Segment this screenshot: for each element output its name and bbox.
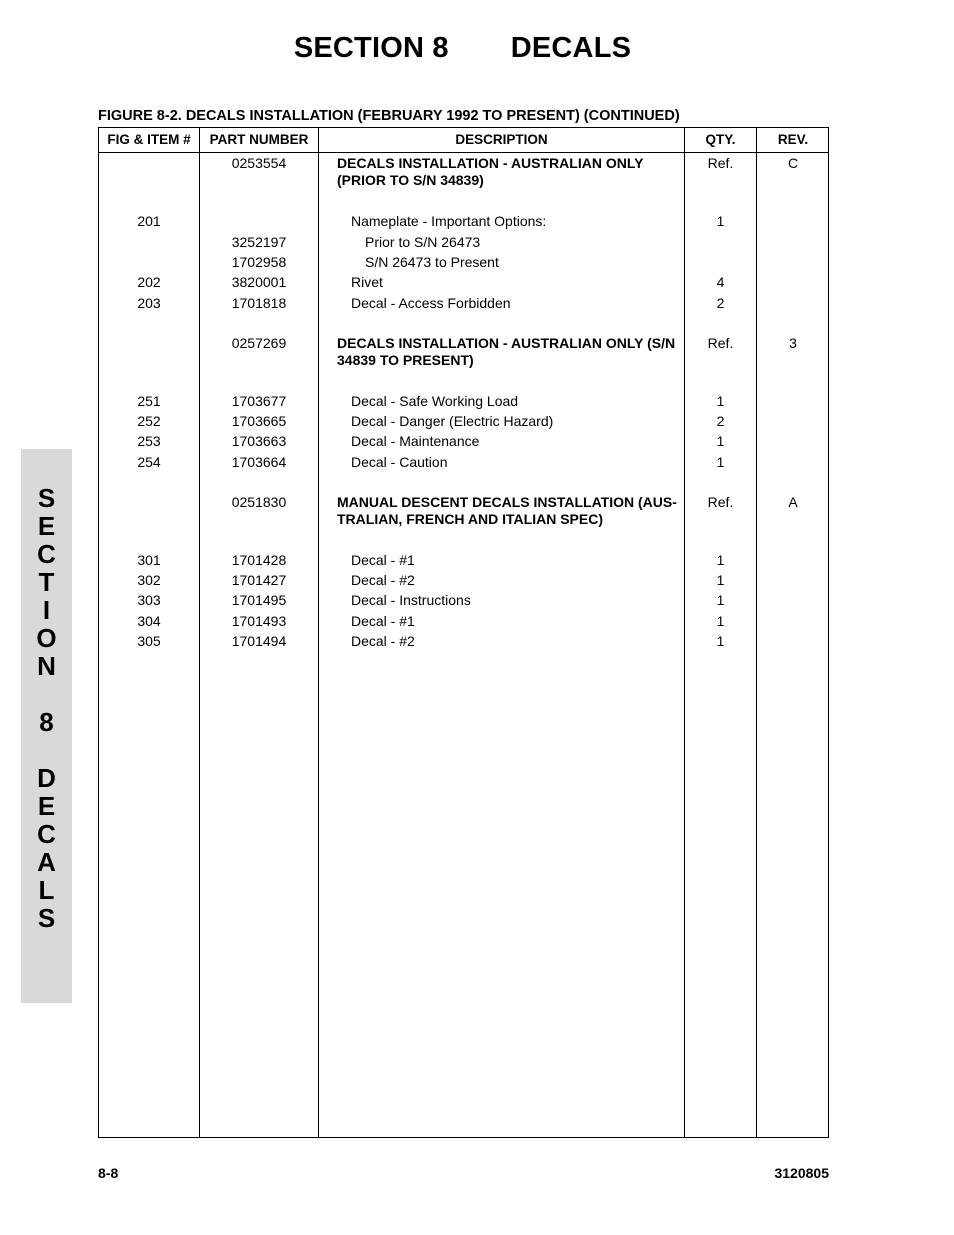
column-divider — [318, 128, 319, 1137]
header-rev: REV. — [777, 132, 809, 147]
qty-cell: 1 — [716, 613, 725, 629]
fig-item-cell: 301 — [137, 552, 161, 568]
part-number-cell: 1701493 — [231, 613, 287, 629]
section-number: SECTION 8 — [293, 32, 449, 64]
part-number-cell: 1701494 — [231, 633, 287, 649]
side-tab-letter: E — [37, 791, 56, 821]
side-tab-letter: L — [38, 875, 55, 905]
fig-item-cell: 302 — [137, 572, 161, 588]
side-tab-letter: S — [37, 903, 56, 933]
fig-item-cell: 252 — [137, 413, 161, 429]
fig-item-cell: 202 — [137, 274, 161, 290]
description-cell: Decal - Danger (Electric Hazard) — [351, 413, 554, 429]
side-tab-letter: C — [37, 539, 56, 569]
description-cell: Decal - #1 — [351, 613, 415, 629]
header-qty: QTY. — [705, 132, 736, 147]
document-number: 3120805 — [774, 1165, 829, 1181]
header-fig-item: FIG & ITEM # — [107, 132, 191, 147]
description-cell: Decal - #1 — [351, 552, 415, 568]
side-tab-letter: S — [37, 483, 56, 513]
description-cell: DECALS INSTALLATION - AUSTRALIAN ONLY (PRIOR TO S/N 34839) — [337, 155, 644, 188]
fig-item-cell: 304 — [137, 613, 161, 629]
description-cell: Nameplate - Important Options: — [351, 213, 547, 229]
qty-cell: 2 — [716, 295, 725, 311]
fig-item-cell: 201 — [137, 213, 161, 229]
qty-cell: 1 — [716, 454, 725, 470]
side-tab-letter: T — [38, 567, 55, 597]
part-number-cell: 1703663 — [231, 433, 287, 449]
rev-cell: 3 — [789, 335, 797, 351]
section-name: DECALS — [510, 32, 632, 64]
part-number-cell: 1703677 — [231, 393, 287, 409]
description-cell: Decal - Caution — [351, 454, 448, 470]
description-cell: Decal - Maintenance — [351, 433, 480, 449]
qty-cell: 2 — [716, 413, 725, 429]
fig-item-cell: 253 — [137, 433, 161, 449]
qty-cell: 1 — [716, 633, 725, 649]
qty-cell: Ref. — [707, 155, 734, 171]
description-cell: Decal - Instructions — [351, 592, 471, 608]
description-cell: Prior to S/N 26473 — [365, 234, 481, 250]
rev-cell: A — [788, 494, 798, 510]
qty-cell: 1 — [716, 393, 725, 409]
part-number-cell: 1702958 — [231, 254, 287, 270]
page-number: 8-8 — [98, 1165, 119, 1181]
description-cell: S/N 26473 to Present — [365, 254, 499, 270]
description-cell: Rivet — [351, 274, 383, 290]
column-divider — [756, 128, 757, 1137]
description-cell: MANUAL DESCENT DECALS INSTALLATION (AUS-TRALIAN, FRENCH AND ITALIAN SPEC) — [337, 494, 677, 527]
page-title — [0, 32, 925, 65]
part-number-cell: 1703664 — [231, 454, 287, 470]
qty-cell: 1 — [716, 433, 725, 449]
section-side-tab — [21, 449, 72, 1003]
description-cell: Decal - Safe Working Load — [351, 393, 519, 409]
part-number-cell: 1703665 — [231, 413, 287, 429]
qty-cell: 1 — [716, 592, 725, 608]
header-description: DESCRIPTION — [455, 132, 548, 147]
part-number-cell: 0253554 — [231, 155, 287, 171]
side-tab-letter: E — [37, 511, 56, 541]
figure-title: FIGURE 8-2. DECALS INSTALLATION (FEBRUARY 1992 TO PRESENT) (CONTINUED) — [98, 108, 680, 124]
qty-cell: 1 — [716, 213, 725, 229]
side-tab-letter: C — [37, 819, 56, 849]
fig-item-cell: 305 — [137, 633, 161, 649]
description-cell: Decal - Access Forbidden — [351, 295, 511, 311]
fig-item-cell: 254 — [137, 454, 161, 470]
fig-item-cell: 303 — [137, 592, 161, 608]
qty-cell: 1 — [716, 552, 725, 568]
part-number-cell: 1701428 — [231, 552, 287, 568]
part-number-cell: 3252197 — [231, 234, 287, 250]
side-tab-letter: A — [37, 847, 56, 877]
side-tab-letter: N — [37, 651, 56, 681]
side-tab-letter: D — [37, 763, 56, 793]
side-tab-letter: O — [36, 623, 57, 653]
part-number-cell: 0251830 — [231, 494, 287, 510]
qty-cell: Ref. — [707, 494, 734, 510]
part-number-cell: 1701818 — [231, 295, 287, 311]
part-number-cell: 1701495 — [231, 592, 287, 608]
part-number-cell: 1701427 — [231, 572, 287, 588]
side-tab-letter: 8 — [39, 707, 54, 737]
fig-item-cell: 203 — [137, 295, 161, 311]
rev-cell: C — [787, 155, 799, 171]
header-part-number: PART NUMBER — [209, 132, 309, 147]
part-number-cell: 3820001 — [231, 274, 287, 290]
description-cell: Decal - #2 — [351, 572, 415, 588]
qty-cell: 4 — [716, 274, 725, 290]
table-header — [99, 128, 828, 153]
fig-item-cell: 251 — [137, 393, 161, 409]
description-cell: Decal - #2 — [351, 633, 415, 649]
qty-cell: Ref. — [707, 335, 734, 351]
side-tab-letter: I — [42, 595, 51, 625]
part-number-cell: 0257269 — [231, 335, 287, 351]
parts-table — [98, 127, 829, 1138]
qty-cell: 1 — [716, 572, 725, 588]
description-cell: DECALS INSTALLATION - AUSTRALIAN ONLY (S/N 34839 TO PRESENT) — [337, 335, 676, 368]
